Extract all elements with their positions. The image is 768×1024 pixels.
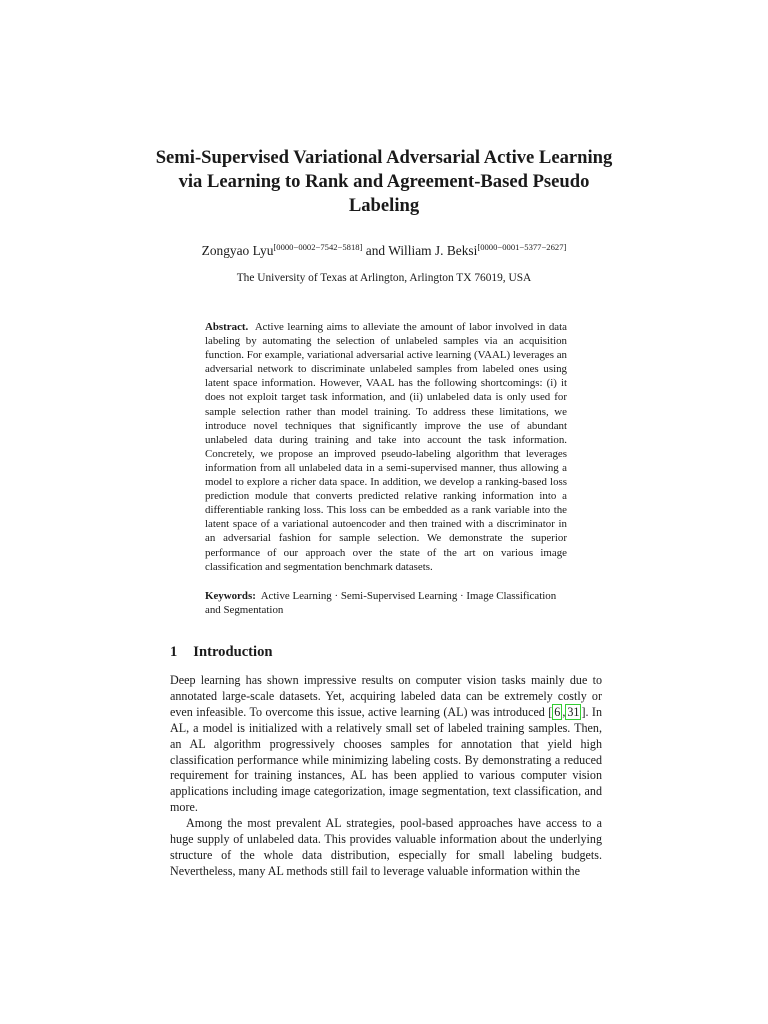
author-separator: and (362, 243, 389, 258)
introduction-body (170, 673, 602, 880)
section-number: 1 (170, 644, 178, 660)
abstract-text: Active learning aims to alleviate the amount of labor involved in data labeling by automating the selection of unlabeled samples via an acquisition function. For example, variational adversarial active learning (VAAL) leverages an adversarial network to discriminate unlabeled samples from labeled ones using latent space information. However, VAAL has the following shortcomings: (i) it does not exploit target task information, and (ii) unlabeled data is only used for sample selection rather than model training. To address these limitations, we introduce novel techniques that significantly improve the use of abundant unlabeled data during training and take into account the task information. Concretely, we propose an improved pseudo-labeling algorithm that leverages information from all unlabeled data in a semi-supervised manner, thus allowing a model to explore a richer data space. In addition, we develop a ranking-based loss prediction module that converts predicted relative ranking information into a differentiable ranking loss. This loss can be embedded as a rank variable into the latent space of a variational autoencoder and then trained with a discriminator in an adversarial fashion for sample selection. We demonstrate the superior performance of our approach over the state of the art on various image classification and segmentation benchmark datasets. (205, 321, 567, 573)
paragraph: Among the most prevalent AL strategies, pool-based approaches have access to a huge supply of unlabeled data. This provides valuable information about the underlying structure of the whole data distribution, especially for small labeling budgets. Nevertheless, many AL methods still fail to leverage valuable information within the (170, 816, 602, 878)
citation-link[interactable]: 31 (567, 704, 580, 719)
section-title: Introduction (193, 644, 273, 660)
author-name: Zongyao Lyu (201, 243, 274, 258)
abstract (205, 320, 567, 574)
paper-title: Semi-Supervised Variational Adversarial Active Learning via Learning to Rank and Agreement-Based Pseudo Labeling (155, 147, 613, 216)
paragraph-text: ]. In AL, a model is initialized with a relatively small set of labeled training samples. Then, an AL algorithm progressively chooses samples for annotation that yield high classification performance while minimizing labeling costs. By demonstrating a reduced requirement for training instances, AL has been applied to various computer vision applications including image categorization, image segmentation, text classification, and more. (170, 704, 602, 815)
paragraph (170, 673, 602, 816)
affiliation: The University of Texas at Arlington, Arlington TX 76019, USA (236, 272, 532, 284)
author-orcid: [0000−0001−5377−2627] (477, 242, 567, 252)
paragraph-text: Deep learning has shown impressive results on computer vision tasks mainly due to annotated large-scale datasets. Yet, acquiring labeled data can be extremely costly or even infeasible. To overcome this issue, active learning (AL) was introduced [ (170, 673, 602, 719)
citation-link[interactable]: 6 (554, 704, 561, 719)
citation-separator: , (562, 704, 566, 719)
keywords-label: Keywords: (205, 590, 256, 602)
section-heading (170, 643, 273, 661)
author-list (100, 238, 668, 260)
abstract-label: Abstract. (205, 321, 249, 333)
keywords (205, 589, 567, 617)
author-orcid: [0000−0002−7542−5818] (273, 242, 363, 252)
keywords-text: Active Learning · Semi-Supervised Learning · Image Classification and Segmentation (205, 590, 557, 617)
author-name: William J. Beksi (388, 243, 478, 258)
